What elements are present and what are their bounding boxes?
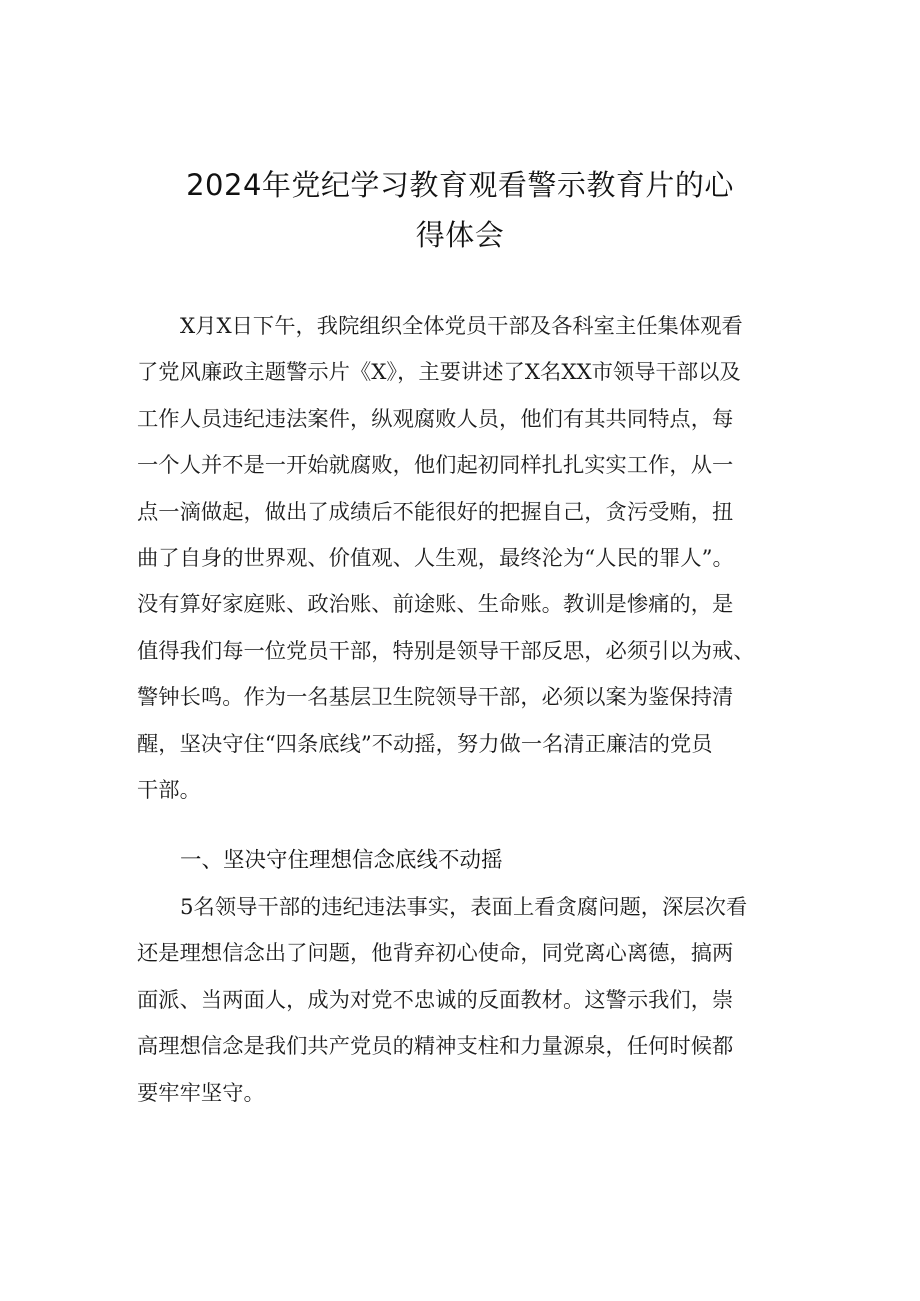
paragraph-line: 高理想信念是我们共产党员的精神支柱和力量源泉，任何时候都 xyxy=(137,1034,734,1060)
paragraph-line: 干部。 xyxy=(137,778,201,804)
title-line-2: 得体会 xyxy=(415,218,505,252)
paragraph-line: X月X日下午，我院组织全体党员干部及各科室主任集体观看 xyxy=(180,314,743,339)
paragraph-line: 点一滴做起，做出了成绩后不能很好的把握自己，贪污受贿，扭 xyxy=(137,499,734,525)
paragraph-line: 5名领导干部的违纪违法事实，表面上看贪腐问题，深层次看 xyxy=(180,895,748,920)
section-heading: 一、坚决守住理想信念底线不动摇 xyxy=(180,848,503,873)
paragraph-line: 还是理想信念出了问题，他背弃初心使命，同党离心离德，搞两 xyxy=(137,941,734,967)
paragraph-line: 没有算好家庭账、政治账、前途账、生命账。教训是惨痛的，是 xyxy=(137,592,734,618)
paragraph-section1 xyxy=(137,885,787,1117)
paragraph-line: 曲了自身的世界观、价值观、人生观，最终沦为“人民的罪人”。 xyxy=(137,546,734,572)
paragraph-intro xyxy=(137,304,787,814)
paragraph-line: 了党风廉政主题警示片《X》，主要讲述了X名XX市领导干部以及 xyxy=(137,360,741,386)
paragraph-line: 一个人并不是一开始就腐败，他们起初同样扎扎实实工作，从一 xyxy=(137,453,734,479)
paragraph-line: 工作人员违纪违法案件，纵观腐败人员，他们有其共同特点，每 xyxy=(137,406,734,432)
paragraph-line: 值得我们每一位党员干部，特别是领导干部反思，必须引以为戒、 xyxy=(137,638,755,664)
document-title xyxy=(135,160,785,260)
title-line-1: 2024年党纪学习教育观看警示教育片的心 xyxy=(186,168,734,202)
paragraph-line: 醒，坚决守住“四条底线”不动摇，努力做一名清正廉洁的党员 xyxy=(137,731,713,757)
paragraph-line: 要牢牢坚守。 xyxy=(137,1080,265,1106)
paragraph-line: 警钟长鸣。作为一名基层卫生院领导干部，必须以案为鉴保持清 xyxy=(137,685,734,711)
paragraph-line: 面派、当两面人，成为对党不忠诚的反面教材。这警示我们，崇 xyxy=(137,987,734,1013)
